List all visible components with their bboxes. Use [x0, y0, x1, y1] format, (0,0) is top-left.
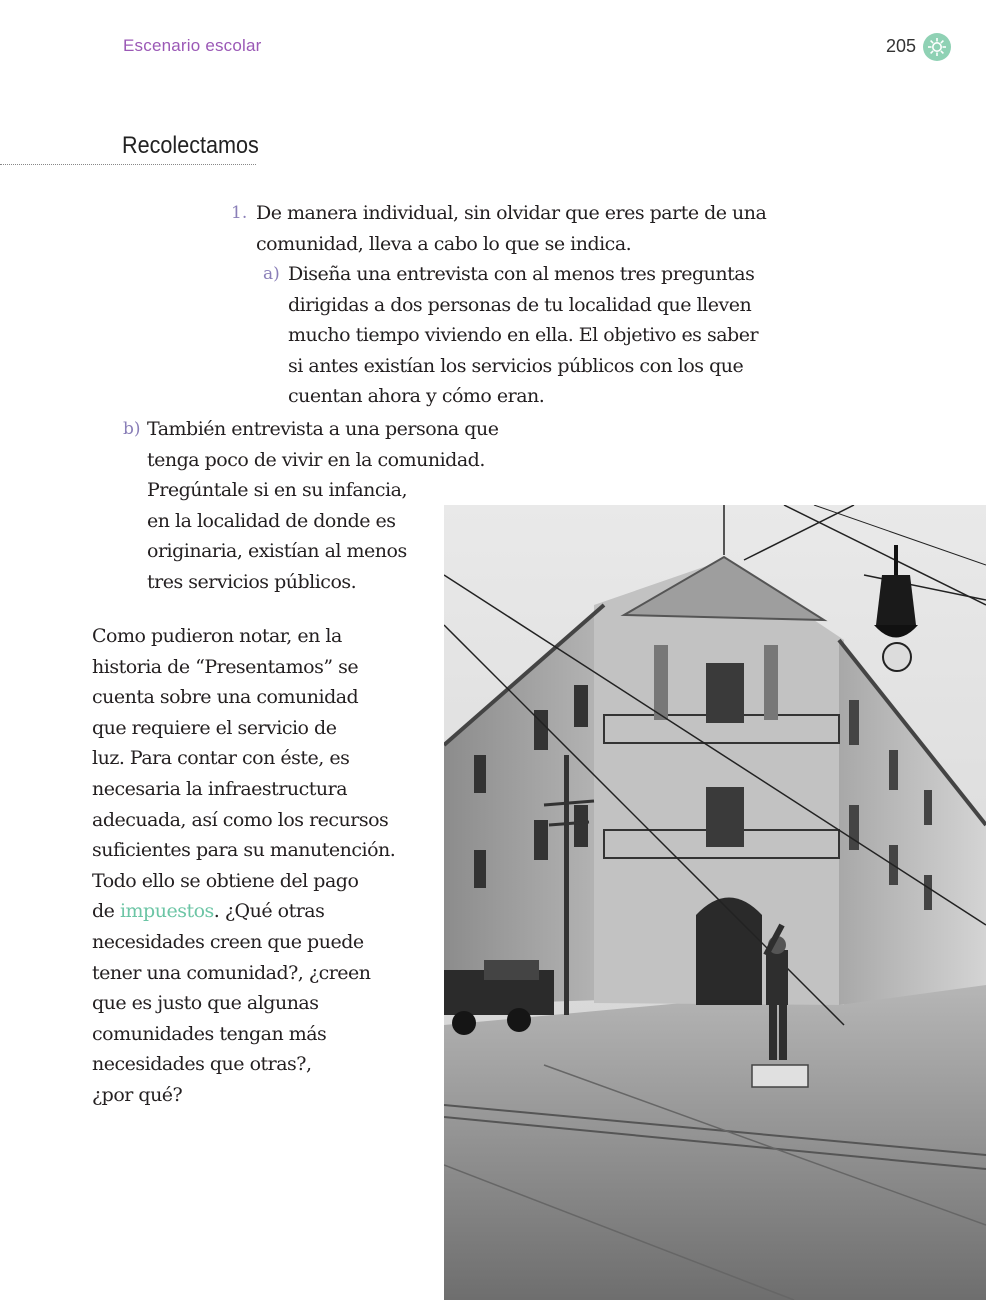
text-line: que requiere el servicio de	[92, 716, 337, 739]
glossary-term-impuestos: impuestos	[119, 900, 214, 923]
item-b-marker: b)	[123, 419, 141, 439]
text-line	[92, 896, 442, 927]
text-line: De manera individual, sin olvidar que eres parte de una	[256, 202, 767, 224]
text-line: necesidades que otras?,	[92, 1053, 312, 1076]
title-underline	[0, 164, 256, 165]
text-line: tener una comunidad?, ¿creen	[92, 961, 371, 984]
text-line: cuentan ahora y cómo eran.	[288, 385, 545, 408]
text-line: adecuada, así como los recursos	[92, 808, 389, 831]
text-line: Como pudieron notar, en la	[92, 625, 342, 647]
text-line: que es justo que algunas	[92, 992, 319, 1015]
text-line: También entrevista a una persona que	[147, 418, 499, 440]
item-1-text	[256, 198, 776, 259]
text-line: dirigidas a dos personas de tu localidad que lleven	[288, 293, 752, 316]
item-1-marker: 1.	[231, 203, 248, 223]
text-fragment: . ¿Qué otras	[213, 900, 325, 923]
text-line: historia de “Presentamos” se	[92, 655, 359, 678]
text-line: Diseña una entrevista con al menos tres preguntas	[288, 263, 755, 285]
text-line: necesaria la infraestructura	[92, 777, 348, 800]
text-line: Pregúntale si en su infancia,	[147, 479, 407, 502]
text-line: necesidades creen que puede	[92, 930, 364, 953]
page-number: 205	[886, 36, 917, 56]
text-line: tres servicios públicos.	[147, 570, 357, 593]
item-a-marker: a)	[263, 264, 280, 284]
text-line: en la localidad de donde es	[147, 509, 396, 532]
text-line: si antes existían los servicios públicos con los que	[288, 354, 744, 377]
text-line: mucho tiempo viviendo en ella. El objetivo es saber	[288, 324, 759, 347]
text-line: cuenta sobre una comunidad	[92, 686, 359, 709]
text-line: ¿por qué?	[92, 1083, 183, 1106]
text-line: luz. Para contar con éste, es	[92, 747, 350, 770]
body-paragraph	[92, 621, 442, 1111]
historic-building-photo	[444, 505, 986, 1300]
running-header: Escenario escolar	[123, 36, 262, 55]
text-fragment: de	[92, 900, 120, 923]
item-a-text	[288, 259, 768, 412]
text-line: suficientes para su manutención.	[92, 839, 396, 862]
text-line: tenga poco de vivir en la comunidad.	[147, 448, 485, 471]
section-title: Recolectamos	[122, 132, 259, 159]
text-line: comunidades tengan más	[92, 1022, 327, 1045]
gear-icon	[923, 33, 951, 61]
text-line: originaria, existían al menos	[147, 540, 407, 563]
text-line: comunidad, lleva a cabo lo que se indica.	[256, 232, 632, 255]
text-line: Todo ello se obtiene del pago	[92, 869, 359, 892]
